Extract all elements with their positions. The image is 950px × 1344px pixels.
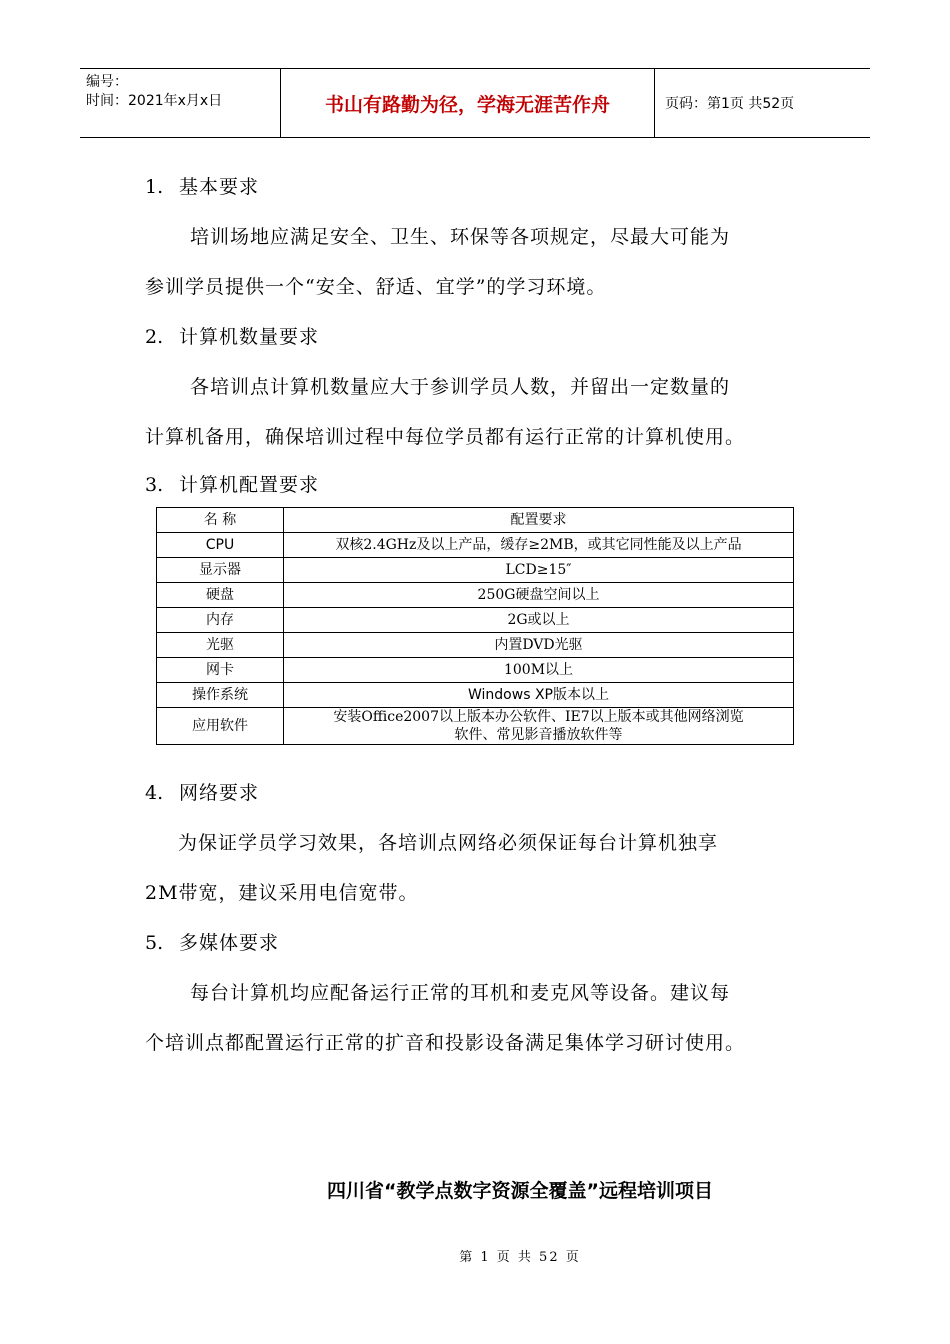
- table-cell-name: 网卡: [157, 658, 284, 683]
- section-4-text-line-1: 为保证学员学习效果，各培训点网络必须保证每台计算机独享: [178, 832, 719, 854]
- section-2-text-line-2: 计算机备用，确保培训过程中每位学员都有运行正常的计算机使用。: [145, 426, 746, 448]
- table-cell-name: 操作系统: [157, 683, 284, 708]
- section-number: 2.: [145, 326, 164, 348]
- hardware-config-table: [156, 507, 794, 745]
- table-cell-requirement: [284, 708, 794, 745]
- section-number: 5.: [145, 932, 164, 954]
- table-row: [157, 558, 794, 583]
- table-cell-name: CPU: [157, 533, 284, 558]
- table-cell-requirement: 100M以上: [284, 658, 794, 683]
- header-meta: [80, 69, 281, 137]
- table-row: [157, 708, 794, 745]
- header-page-info: 页码：第1页 共52页: [665, 96, 795, 112]
- section-number: 3.: [145, 474, 164, 496]
- page-header: [80, 68, 870, 138]
- section-5-heading: [145, 928, 279, 955]
- table-cell-name: 应用软件: [157, 708, 284, 745]
- section-2-text-line-1: 各培训点计算机数量应大于参训学员人数，并留出一定数量的: [190, 376, 731, 398]
- section-title: 计算机数量要求: [179, 326, 320, 348]
- requirement-line: 安装Office2007以上版本办公软件、IE7以上版本或其他网络浏览: [333, 709, 744, 725]
- section-1-text-line-1: 培训场地应满足安全、卫生、环保等各项规定，尽最大可能为: [190, 226, 731, 248]
- section-title: 基本要求: [179, 176, 260, 198]
- section-4-heading: [145, 778, 259, 805]
- table-row: [157, 658, 794, 683]
- section-1-heading: [145, 172, 259, 199]
- table-cell-requirement: Windows XP版本以上: [284, 683, 794, 708]
- section-3-heading: [145, 470, 319, 497]
- requirement-line: 软件、常见影音播放软件等: [454, 727, 623, 743]
- section-title: 多媒体要求: [179, 932, 280, 954]
- section-title: 计算机配置要求: [179, 474, 320, 496]
- section-4-text-line-2: 2M带宽，建议采用电信宽带。: [145, 882, 419, 904]
- table-cell-name: 硬盘: [157, 583, 284, 608]
- table-cell-name: 内存: [157, 608, 284, 633]
- table-row: [157, 683, 794, 708]
- table-cell-requirement: 250G硬盘空间以上: [284, 583, 794, 608]
- table-row: [157, 633, 794, 658]
- table-cell-name: 显示器: [157, 558, 284, 583]
- section-title: 网络要求: [179, 782, 260, 804]
- project-title: 四川省“教学点数字资源全覆盖”远程培训项目: [327, 1180, 713, 1202]
- page-number: 第 1 页 共 52 页: [459, 1250, 581, 1265]
- table-header-name: 名 称: [157, 508, 284, 533]
- table-header-requirement: 配置要求: [284, 508, 794, 533]
- section-number: 1.: [145, 176, 164, 198]
- section-2-heading: [145, 322, 319, 349]
- table-row: [157, 608, 794, 633]
- doc-time-label: 时间：2021年x月x日: [86, 93, 223, 109]
- section-5-text-line-2: 个培训点都配置运行正常的扩音和投影设备满足集体学习研讨使用。: [145, 1032, 746, 1054]
- doc-number-label: 编号：: [86, 74, 128, 90]
- table-cell-requirement: 双核2.4GHz及以上产品，缓存≥2MB，或其它同性能及以上产品: [284, 533, 794, 558]
- table-header-row: [157, 508, 794, 533]
- table-cell-name: 光驱: [157, 633, 284, 658]
- section-number: 4.: [145, 782, 164, 804]
- header-motto: 书山有路勤为径，学海无涯苦作舟: [281, 69, 655, 137]
- table-row: [157, 583, 794, 608]
- table-cell-requirement: LCD≥15″: [284, 558, 794, 583]
- table-row: [157, 533, 794, 558]
- table-cell-requirement: 2G或以上: [284, 608, 794, 633]
- section-5-text-line-1: 每台计算机均应配备运行正常的耳机和麦克风等设备。建议每: [190, 982, 731, 1004]
- section-1-text-line-2: 参训学员提供一个“安全、舒适、宜学”的学习环境。: [145, 276, 607, 298]
- table-cell-requirement: 内置DVD光驱: [284, 633, 794, 658]
